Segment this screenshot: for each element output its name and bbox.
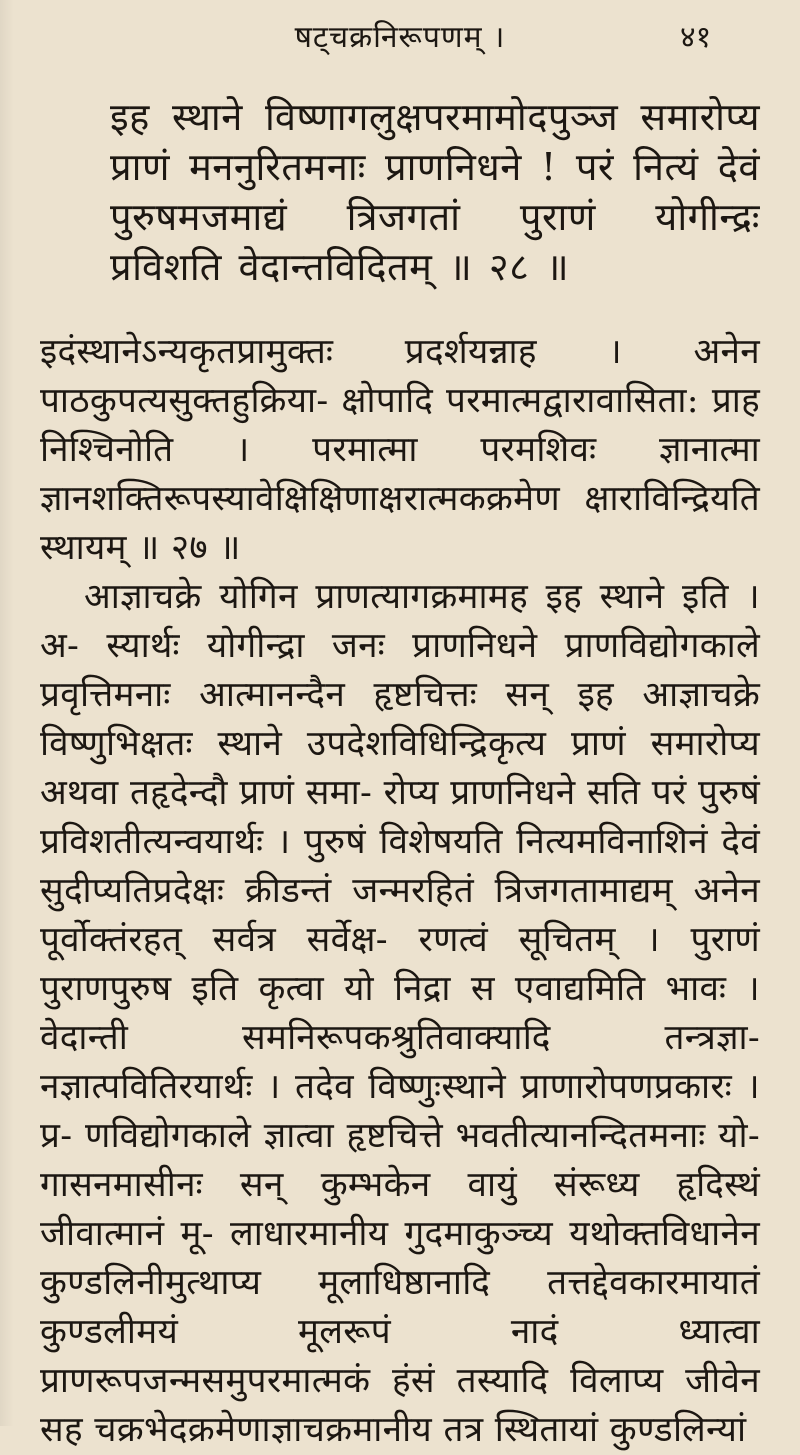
running-header xyxy=(0,18,800,58)
running-title: षट्चक्रनिरूपणम् । xyxy=(294,20,506,55)
commentary-block xyxy=(40,328,760,1455)
commentary-paragraph: आज्ञाचक्रे योगिन प्राणत्यागक्रमामह इह स्थाने इति । अ- स्यार्थः योगीन्द्रा जनः प्राणनिधने प्राणविद्योगकाले प्रवृत्तिमनाः आत्मानन्दैन हृष्टचित्तः सन् इह आज्ञाचक्रे विष्णुभिक्षतः स्थाने उपदेशविधिन्द्रिकृत्य प्राणं समारोप्य अथवा तहृदेन्दौ प्राणं समा- रोप्य प्राणनिधने सति परं पुरुषं प्रविशतीत्यन्वयार्थः । पुरुषं विशेषयति नित्यमविनाशिनं देवं सुदीप्यतिप्रदेक्षः क्रीडन्तं जन्मरहितं त्रिजगतामाद्यम् अनेन पूर्वोक्तंरहत् सर्वत्र सर्वेक्ष- रणत्वं सूचितम् । पुराणं पुराणपुरुष इति कृत्वा यो निद्रा स एवाद्यमिति भावः । वेदान्ती समनिरूपकश्रुतिवाक्यादि तन्त्रज्ञा- नज्ञात्पवितिरयार्थः । तदेव विष्णुःस्थाने प्राणारोपणप्रकारः । प्र- णविद्योगकाले ज्ञात्वा हृष्टचित्ते भवतीत्यानन्दितमनाः यो- गासनमासीनः सन् कुम्भकेन वायुं संरूध्य हृदिस्थं जीवात्मानं मू- लाधारमानीय गुदमाकुञ्च्य यथोक्तविधानेन कुण्डलिनीमुत्थाप्य मूलाधिष्ठानादि तत्तद्देवकारमायातं कुण्डलीमयं मूलरूपं नादं ध्यात्वा प्राणरूपजन्मसमुपरमात्मकं हंसं तस्यादि विलाप्य जीवेन सह चक्रभेदक्रमेणाज्ञाचक्रमानीय तत्र स्थितायां कुण्डलिन्यां xyxy=(40,577,760,1450)
commentary-paragraph: इदंस्थानेऽन्यकृतप्रामुक्तः प्रदर्शयन्नाह । अनेन पाठकुपत्यसुक्तहुक्रिया- क्षोपादि परमात्मद्वारावासिता: प्राह निश्चिनोति । परमात्मा परमशिवः ज्ञानात्मा ज्ञानशक्तिरूपस्यावेक्षिक्षिणाक्षरात्मकक्रमेण क्षाराविन्द्रियति स्थायम् ॥ २७ ॥ xyxy=(40,332,760,568)
page-number: ४१ xyxy=(680,20,712,55)
verse-text: इह स्थाने विष्णागलुक्षपरमामोदपुञ्ज समारोप्य प्राणं मननुरितमनाः प्राणनिधने ! परं नित्यं देवं पुरुषमजमाद्यं त्रिजगतां पुराणं योगीन्द्रः प्रविशति वेदान्तविदितम् ॥ २८ ॥ xyxy=(110,95,760,289)
